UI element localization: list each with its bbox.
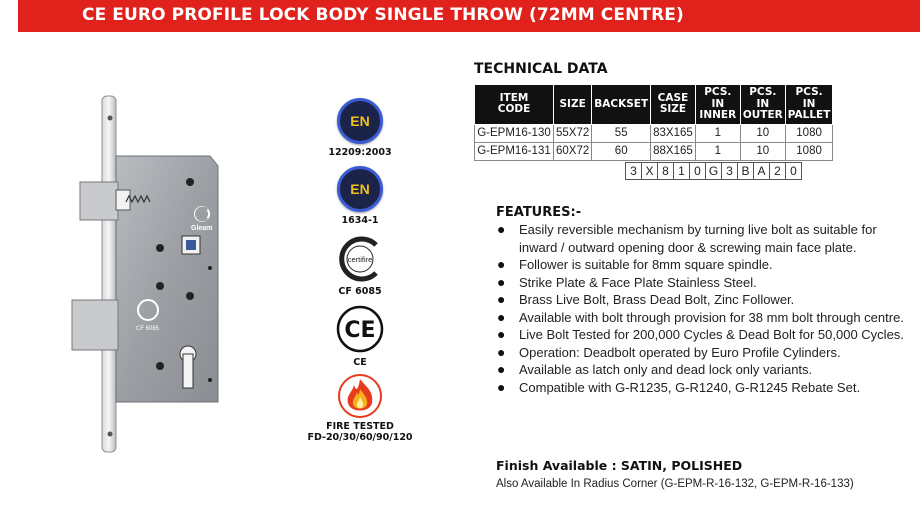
code-box: 1 [673, 162, 690, 180]
column-header-case-size: CASE SIZE [651, 85, 696, 125]
column-header-item-code: ITEM CODE [475, 85, 554, 125]
en-badge-icon: EN [337, 98, 383, 144]
cert-fire-tested [300, 373, 420, 443]
bullet-icon: ● [497, 326, 506, 342]
cell-pcs-inner: 1 [695, 142, 740, 160]
bullet-icon: ● [497, 256, 506, 272]
cert-sublabel: FD-20/30/60/90/120 [307, 432, 413, 443]
code-box: 3 [625, 162, 642, 180]
cert-ce [300, 305, 420, 368]
certifire-wordmark: certifire [347, 255, 373, 264]
bullet-icon: ● [497, 273, 506, 290]
bullet-icon: ● [497, 361, 506, 377]
code-box: A [753, 162, 770, 180]
header-banner [18, 0, 920, 32]
plate-mark: CF 6085 [136, 326, 160, 332]
code-box: 0 [689, 162, 706, 180]
cert-label: 12209:2003 [328, 147, 392, 158]
column-header-size: SIZE [554, 85, 592, 125]
features-title: FEATURES:- [496, 205, 582, 220]
cert-certifire [300, 236, 420, 297]
features-list [496, 221, 911, 396]
table-header-row [475, 85, 833, 125]
code-box: 3 [721, 162, 738, 180]
cell-pcs-pallet: 1080 [785, 142, 833, 160]
cert-en-12209 [300, 98, 420, 158]
column-header-pcs-pallet: PCS. IN PALLET [785, 85, 833, 125]
technical-data-title: TECHNICAL DATA [474, 61, 608, 77]
cert-label: 1634-1 [341, 215, 379, 226]
code-box: 8 [657, 162, 674, 180]
page-title: CE EURO PROFILE LOCK BODY SINGLE THROW (72MM CENTRE) [82, 5, 684, 25]
code-box: 0 [785, 162, 802, 180]
code-box: G [705, 162, 722, 180]
bullet-icon: ● [497, 221, 506, 237]
cell-item-code: G-EPM16-130 [475, 124, 554, 142]
cell-backset: 55 [592, 124, 651, 142]
column-header-backset: BACKSET [592, 85, 651, 125]
lock-body-image [70, 90, 230, 460]
brand-mark: Gleam [191, 225, 213, 232]
bullet-icon: ● [497, 291, 506, 307]
list-item: ● Available with bolt through provision for 38 mm bolt through centre. [497, 308, 904, 325]
code-box: X [641, 162, 658, 180]
list-item: ● Easily reversible mechanism by turning live bolt as suitable for inward / outward opening door & screwing main face plate. [497, 221, 877, 255]
list-item: ● Strike Plate & Face Plate Stainless Steel. [497, 273, 757, 290]
code-box: B [737, 162, 754, 180]
cert-label: FIRE TESTED [326, 421, 394, 432]
bullet-icon: ● [497, 308, 506, 325]
list-item: ● Brass Live Bolt, Brass Dead Bolt, Zinc Follower. [497, 291, 795, 307]
list-item: ● Follower is suitable for 8mm square spindle. [497, 256, 773, 272]
column-header-pcs-outer: PCS. IN OUTER [740, 85, 785, 125]
cell-case-size: 83X165 [651, 124, 696, 142]
code-boxes [626, 162, 802, 180]
fire-tested-icon [334, 373, 386, 419]
finish-available: Finish Available : SATIN, POLISHED [496, 458, 743, 473]
certifire-logo-icon [335, 236, 385, 282]
cell-size: 55X72 [554, 124, 592, 142]
list-item: ● Live Bolt Tested for 200,000 Cycles & Dead Bolt for 50,000 Cycles. [497, 326, 904, 342]
bullet-icon: ● [497, 343, 506, 360]
cell-pcs-pallet: 1080 [785, 124, 833, 142]
bullet-icon: ● [497, 378, 506, 395]
cell-pcs-outer: 10 [740, 142, 785, 160]
cell-pcs-outer: 10 [740, 124, 785, 142]
column-header-pcs-inner: PCS. IN INNER [695, 85, 740, 125]
ce-mark-text: CE [344, 318, 376, 343]
list-item: ● Available as latch only and dead lock only variants. [497, 361, 813, 377]
code-box: 2 [769, 162, 786, 180]
also-available-note: Also Available In Radius Corner (G-EPM-R-16-132, G-EPM-R-16-133) [496, 478, 854, 490]
cell-item-code: G-EPM16-131 [475, 142, 554, 160]
cell-backset: 60 [592, 142, 651, 160]
cert-label: CF 6085 [338, 286, 382, 297]
list-item: ● Compatible with G-R1235, G-R1240, G-R1245 Rebate Set. [497, 378, 861, 395]
cert-en-1634 [300, 166, 420, 226]
cell-size: 60X72 [554, 142, 592, 160]
table-row [475, 124, 833, 142]
cert-label: CE [353, 357, 367, 368]
technical-data-table [474, 84, 833, 161]
list-item: ● Operation: Deadbolt operated by Euro Profile Cylinders. [497, 343, 841, 360]
en-badge-icon: EN [337, 166, 383, 212]
cell-case-size: 88X165 [651, 142, 696, 160]
ce-mark-icon [336, 305, 384, 353]
table-row [475, 142, 833, 160]
cell-pcs-inner: 1 [695, 124, 740, 142]
